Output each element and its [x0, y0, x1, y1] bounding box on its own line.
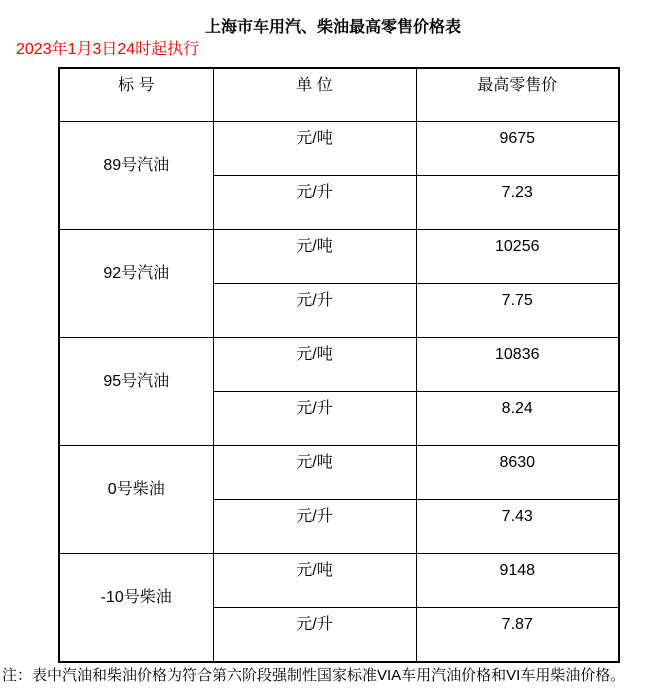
unit-cell: 元/吨 [213, 446, 416, 500]
page-title: 上海市车用汽、柴油最高零售价格表 [204, 19, 461, 36]
effective-date-text: 2023年1月3日24时起执行 [16, 41, 200, 58]
price-cell: 7.23 [416, 176, 619, 230]
unit-cell: 元/吨 [213, 122, 416, 176]
price-cell: 10836 [416, 338, 619, 392]
table-row [59, 230, 619, 284]
unit-cell: 元/升 [213, 392, 416, 446]
price-cell: 7.43 [416, 500, 619, 554]
price-cell: 9148 [416, 554, 619, 608]
unit-cell: 元/升 [213, 608, 416, 663]
price-cell: 7.75 [416, 284, 619, 338]
price-cell: 8.24 [416, 392, 619, 446]
table-row [59, 338, 619, 392]
unit-cell: 元/吨 [213, 554, 416, 608]
table-header-row [59, 68, 619, 122]
footnote-text: 注：表中汽油和柴油价格为符合第六阶段强制性国家标准VIA车用汽油价格和VI车用柴油价格。 [2, 667, 626, 684]
price-cell: 9675 [416, 122, 619, 176]
grade-label: 0号柴油 [59, 446, 213, 554]
unit-cell: 元/吨 [213, 230, 416, 284]
header-unit: 单 位 [213, 68, 416, 122]
header-max-price: 最高零售价 [416, 68, 619, 122]
unit-cell: 元/升 [213, 176, 416, 230]
price-cell: 10256 [416, 230, 619, 284]
grade-label: 89号汽油 [59, 122, 213, 230]
price-cell: 7.87 [416, 608, 619, 663]
unit-cell: 元/吨 [213, 338, 416, 392]
fuel-price-table [58, 67, 620, 663]
table-row [59, 122, 619, 176]
grade-label: -10号柴油 [59, 554, 213, 663]
table-row [59, 446, 619, 500]
unit-cell: 元/升 [213, 284, 416, 338]
header-grade: 标 号 [59, 68, 213, 122]
price-cell: 8630 [416, 446, 619, 500]
unit-cell: 元/升 [213, 500, 416, 554]
grade-label: 95号汽油 [59, 338, 213, 446]
grade-label: 92号汽油 [59, 230, 213, 338]
table-row [59, 554, 619, 608]
